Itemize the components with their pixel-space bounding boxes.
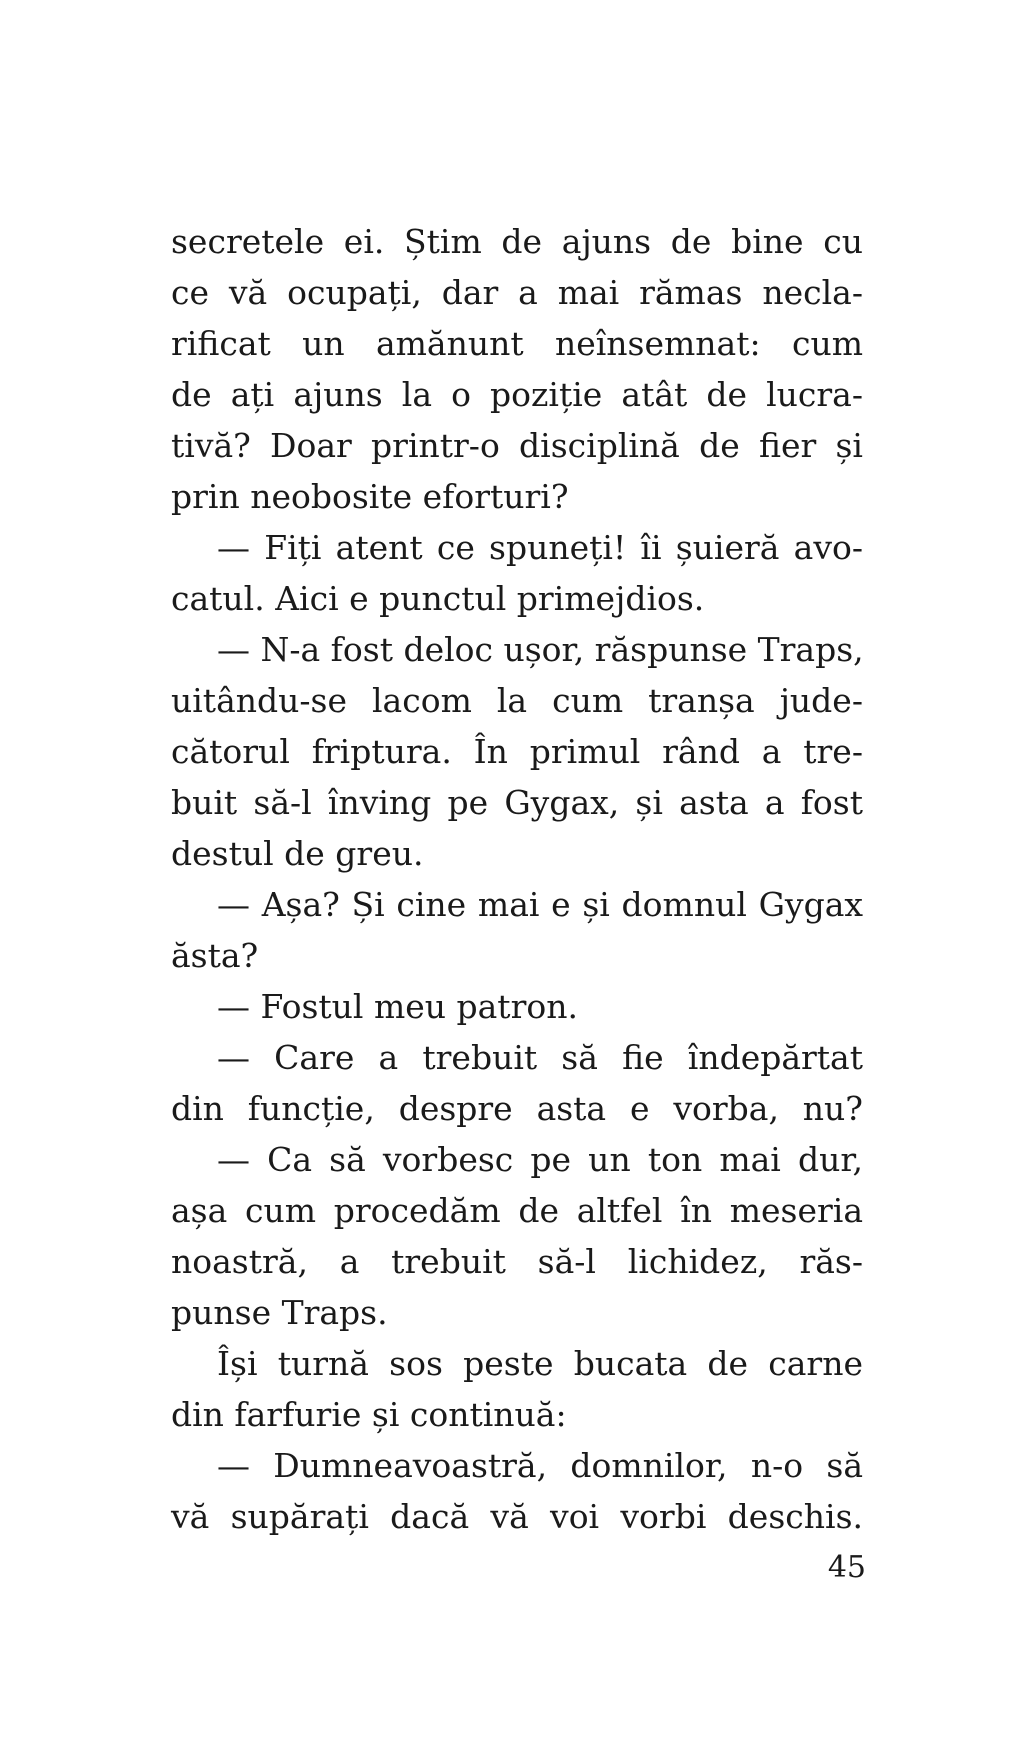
text-line: — Așa? Și cine mai e și domnul Gygax xyxy=(217,885,863,924)
text-line: din funcție, despre asta e vorba, nu? xyxy=(171,1089,863,1128)
text-line: uitându-se lacom la cum tranșa jude- xyxy=(171,681,863,720)
text-line: ce vă ocupați, dar a mai rămas necla- xyxy=(171,273,863,312)
text-line: prin neobosite eforturi? xyxy=(171,477,569,516)
text-line: tivă? Doar printr-o disciplină de fier și xyxy=(171,426,863,465)
text-line: — Fiți atent ce spuneți! îi șuieră avo- xyxy=(217,528,863,567)
page-number: 45 xyxy=(827,1550,866,1585)
text-line: Își turnă sos peste bucata de carne xyxy=(217,1344,863,1383)
text-line: din farfurie și continuă: xyxy=(171,1395,567,1434)
text-line: ăsta? xyxy=(171,936,259,975)
text-line: secretele ei. Știm de ajuns de bine cu xyxy=(171,222,863,261)
text-line: — Dumneavoastră, domnilor, n-o să xyxy=(217,1446,863,1485)
text-line: catul. Aici e punctul primejdios. xyxy=(171,579,705,618)
text-line: buit să-l înving pe Gygax, și asta a fost xyxy=(171,783,863,822)
text-line: noastră, a trebuit să-l lichidez, răs- xyxy=(171,1242,863,1281)
text-line: — N-a fost deloc ușor, răspunse Traps, xyxy=(217,630,864,669)
text-line: așa cum procedăm de altfel în meseria xyxy=(171,1191,863,1230)
text-line: de ați ajuns la o poziție atât de lucra- xyxy=(171,375,863,414)
text-line: punse Traps. xyxy=(171,1293,388,1332)
body-text xyxy=(171,216,863,1542)
text-line: cătorul friptura. În primul rând a tre- xyxy=(171,732,863,771)
text-line: — Fostul meu patron. xyxy=(217,987,578,1026)
text-line: vă supărați dacă vă voi vorbi deschis. xyxy=(171,1497,863,1536)
text-line: — Ca să vorbesc pe un ton mai dur, xyxy=(217,1140,863,1179)
text-line: rificat un amănunt neînsemnat: cum xyxy=(171,324,863,363)
text-line: destul de greu. xyxy=(171,834,424,873)
text-line: — Care a trebuit să fie îndepărtat xyxy=(217,1038,863,1077)
